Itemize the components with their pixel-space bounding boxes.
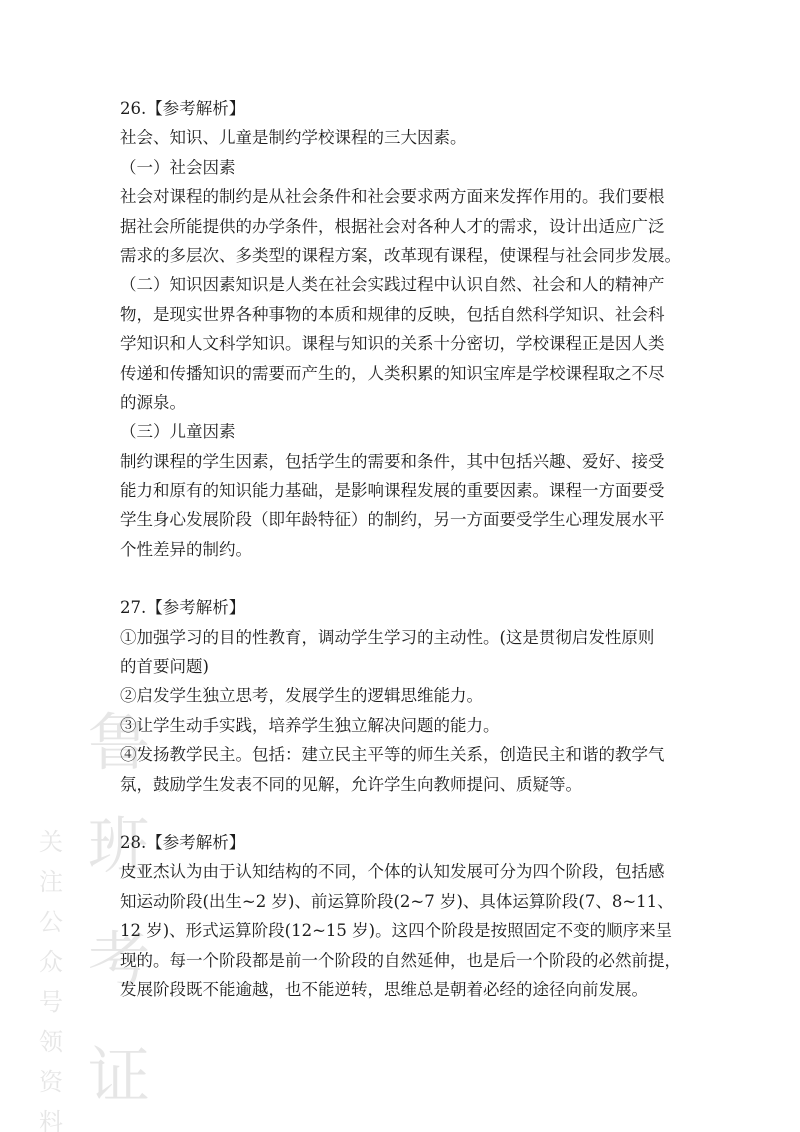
subheading-children: （三）儿童因素 (120, 422, 236, 442)
text-line: 的首要问题) (120, 657, 209, 677)
answer-section-27 (120, 593, 710, 799)
watermark-char: 关 (39, 828, 63, 856)
text-line: 需求的多层次、多类型的课程方案，改革现有课程，使课程与社会同步发展。 (120, 245, 681, 265)
watermark-char: 鲁 (88, 706, 151, 779)
list-item: ④发扬教学民主。包括：建立民主平等的师生关系，创造民主和谐的教学气 (120, 745, 665, 765)
list-item: ②启发学生独立思考，发展学生的逻辑思维能力。 (120, 686, 483, 706)
subheading-knowledge: （二）知识因素知识是人类在社会实践过程中认识自然、社会和人的精神产 (120, 275, 665, 295)
section-heading: 27.【参考解析】 (120, 598, 246, 618)
text-line: 社会对课程的制约是从社会条件和社会要求两方面来发挥作用的。我们要根 (120, 187, 665, 207)
answer-section-28 (120, 828, 710, 1004)
text-line: 学生身心发展阶段（即年龄特征）的制约，另一方面要受学生心理发展水平 (120, 510, 665, 530)
watermark-char: 注 (39, 868, 63, 896)
text-line: 知运动阶段(出生~2 岁)、前运算阶段(2~7 岁)、具体运算阶段(7、8~11、 (120, 891, 674, 911)
text-line: 制约课程的学生因素，包括学生的需要和条件，其中包括兴趣、爱好、接受 (120, 451, 665, 471)
text-line: 12 岁)、形式运算阶段(12~15 岁)。这四个阶段是按照固定不变的顺序来呈 (120, 921, 673, 941)
text-line: 的源泉。 (120, 392, 186, 412)
section-heading: 26.【参考解析】 (120, 99, 246, 118)
subheading-social: （一）社会因素 (120, 157, 236, 177)
watermark-char: 公 (39, 908, 63, 936)
text-line: 发展阶段既不能逾越，也不能逆转，思维总是朝着必经的途径向前发展。 (120, 979, 648, 999)
text-line: 皮亚杰认为由于认知结构的不同，个体的认知发展可分为四个阶段，包括感 (120, 862, 665, 882)
answer-section-26 (120, 94, 710, 564)
text-line: 学知识和人文科学知识。课程与知识的关系十分密切，学校课程正是因人类 (120, 334, 665, 354)
text-line: 据社会所能提供的办学条件，根据社会对各种人才的需求，设计出适应广泛 (120, 216, 665, 236)
watermark-char: 资 (39, 1068, 63, 1096)
text-line: 社会、知识、儿童是制约学校课程的三大因素。 (120, 128, 467, 148)
watermark-char: 领 (39, 1028, 63, 1056)
watermark-char: 考 (88, 924, 151, 997)
watermark-char: 众 (39, 948, 63, 976)
list-item: ③让学生动手实践，培养学生独立解决问题的能力。 (120, 715, 500, 735)
section-heading: 28.【参考解析】 (120, 832, 246, 852)
watermark-column (36, 830, 66, 1132)
text-line: 能力和原有的知识能力基础，是影响课程发展的重要因素。课程一方面要受 (120, 481, 665, 501)
document-body (120, 94, 710, 1004)
text-line: 传递和传播知识的需要而产生的，人类积累的知识宝库是学校课程取之不尽 (120, 363, 665, 383)
watermark-char: 班 (88, 809, 151, 882)
text-line: 物，是现实世界各种事物的本质和规律的反映，包括自然科学知识、社会科 (120, 304, 665, 324)
text-line: 氛，鼓励学生发表不同的见解，允许学生向教师提问、质疑等。 (120, 774, 582, 794)
text-line: 现的。每一个阶段都是前一个阶段的自然延伸，也是后一个阶段的必然前提， (120, 950, 681, 970)
text-line: 个性差异的制约。 (120, 539, 252, 559)
list-item: ①加强学习的目的性教育，调动学生学习的主动性。(这是贯彻启发性原则 (120, 627, 655, 647)
watermark-char: 料 (39, 1108, 63, 1132)
watermark-char: 证 (88, 1039, 151, 1112)
watermark-char: 号 (39, 988, 63, 1016)
